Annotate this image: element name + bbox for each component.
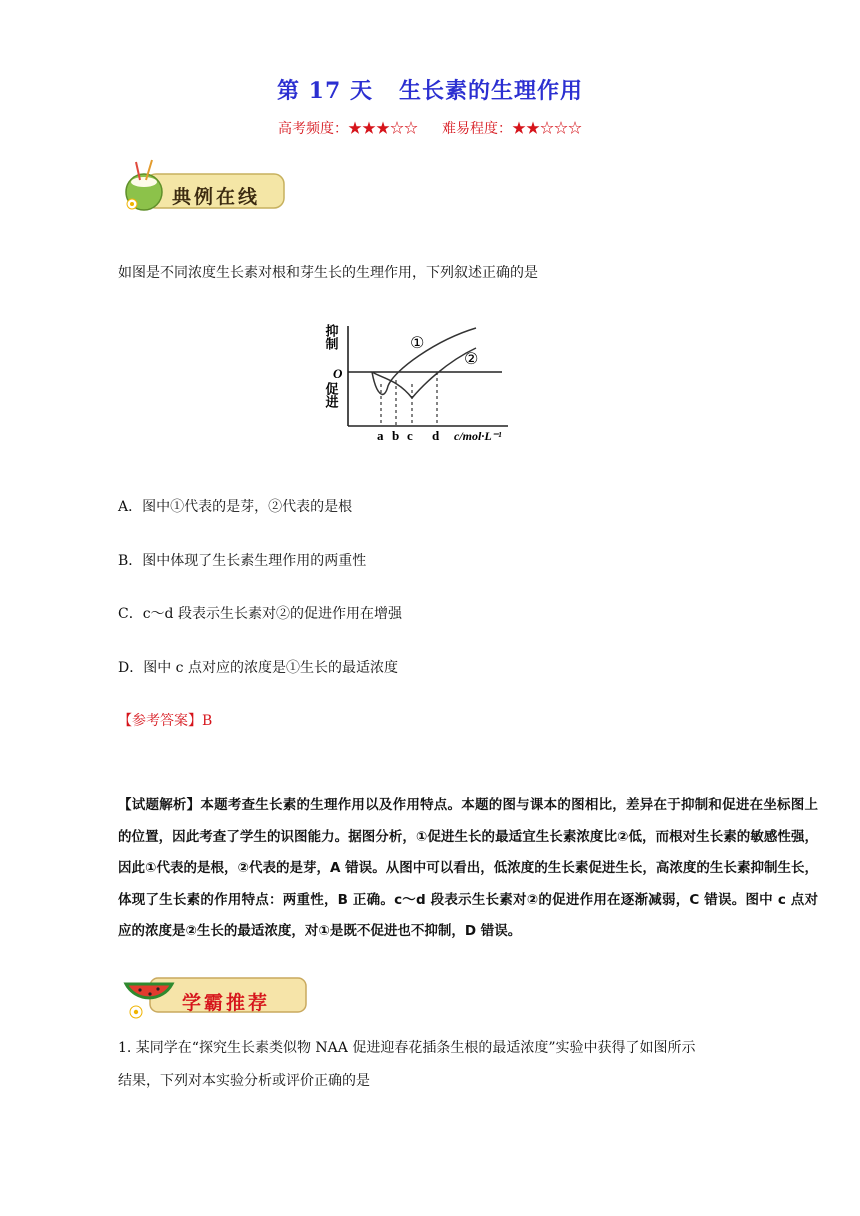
x-tick-d: d [432, 428, 440, 443]
curve-2-label: ② [464, 349, 479, 368]
analysis-label: 【试题解析】 [118, 797, 201, 813]
option-d: D．图中 c 点对应的浓度是①生长的最适浓度 [118, 660, 398, 676]
section-banner-recommend [120, 964, 310, 1014]
banner-label: 典例在线 [172, 186, 261, 208]
practice-line-2: 结果，下列对本实验分析或评价正确的是 [118, 1073, 370, 1089]
frequency-rating: 高考频度：★★★☆☆ [278, 121, 418, 137]
banner-label: 学霸推荐 [182, 992, 271, 1014]
y-origin-label: O [333, 366, 343, 381]
option-b: B．图中体现了生长素生理作用的两重性 [118, 553, 367, 569]
curve-2 [372, 348, 479, 398]
x-tick-b: b [392, 428, 400, 443]
y-label-upper: 抑制 [323, 324, 339, 350]
page-title [0, 74, 860, 105]
curve-1-label: ① [410, 333, 425, 352]
practice-line-1: 1. 某同学在“探究生长素类似物 NAA 促进迎春花插条生根的最适浓度”实验中获得了如图所示 [118, 1040, 696, 1056]
difficulty-rating: 难易程度：★★☆☆☆ [442, 121, 582, 137]
section-banner-example [120, 158, 290, 208]
title-topic: 生长素的生理作用 [398, 78, 583, 104]
meta-line [0, 118, 860, 138]
question-stem: 如图是不同浓度生长素对根和芽生长的生理作用，下列叙述正确的是 [118, 265, 538, 281]
x-tick-c: c [407, 428, 413, 443]
analysis-text: 本题考查生长素的生理作用以及作用特点。本题的图与课本的图相比，差异在于抑制和促进在坐标图上的位置，因此考查了学生的识图能力。据图分析，①促进生长的最适宜生长素浓度比②低，而根对生长素的敏感性强，因此①代表的是根，②代表的是芽，A 错误。从图中可以看出，低浓度的生长素促进生长，高浓度的生长素抑制生长，体现了生长素的作用特点：两重性，B 正确。c～d 段表示生长素对②的促进作用在逐渐减弱，C 错误。图中 c 点对应的浓度是②生长的最适浓度，对①是既不促进也不抑制，D 错误。 [118, 797, 819, 939]
y-label-lower: 促进 [323, 382, 339, 408]
option-c: C．c～d 段表示生长素对②的促进作用在增强 [118, 606, 402, 622]
reference-answer: 【参考答案】B [118, 713, 213, 729]
x-tick-a: a [377, 428, 384, 443]
option-a: A．图中①代表的是芽，②代表的是根 [118, 499, 353, 515]
title-day: 第 17 天 [277, 78, 373, 104]
auxin-graph [323, 322, 516, 450]
analysis-paragraph [118, 790, 818, 948]
x-axis-label: c/mol·L⁻¹ [454, 429, 502, 443]
